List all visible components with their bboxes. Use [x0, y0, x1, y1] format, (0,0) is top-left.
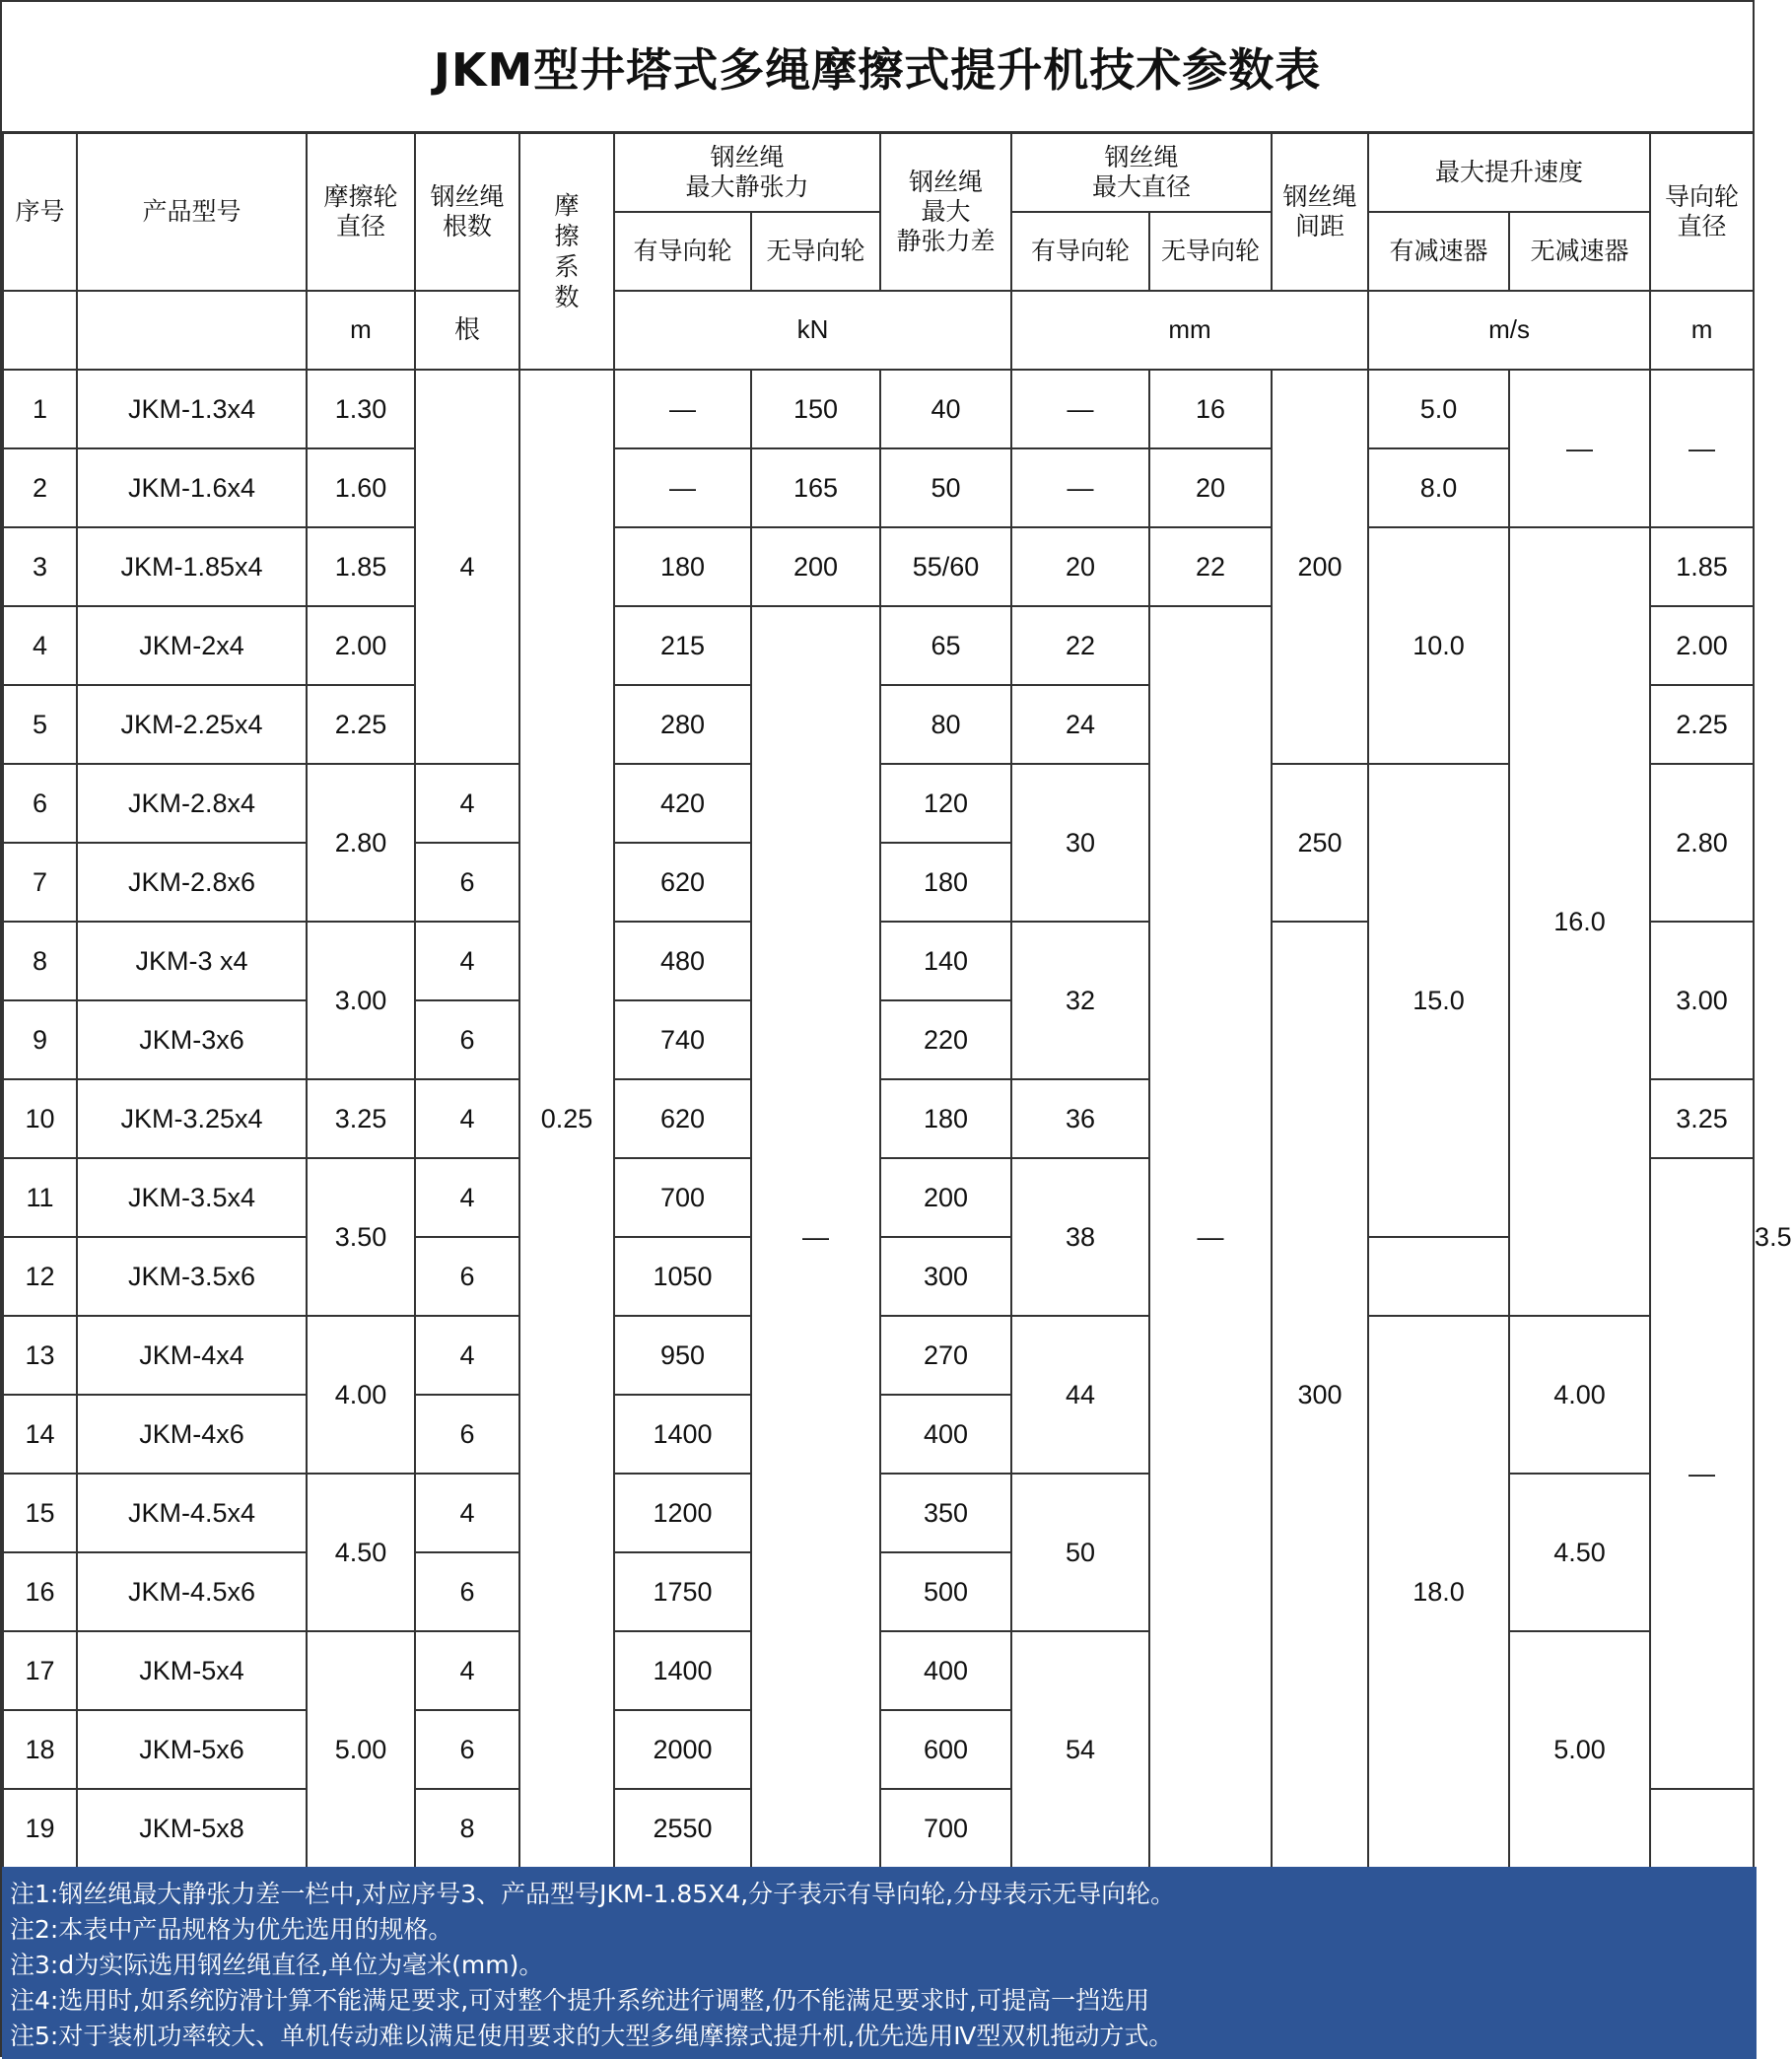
cell-model: JKM-2.8x6: [77, 843, 307, 922]
units-row: [3, 291, 1754, 370]
cell-tension-with-guide: 280: [614, 685, 751, 764]
cell-model: JKM-5x6: [77, 1710, 307, 1789]
cell-tension-with-guide: 420: [614, 764, 751, 843]
cell-model: JKM-3x6: [77, 1000, 307, 1079]
cell-seq: 5: [3, 685, 77, 764]
table-row: [3, 527, 1754, 606]
cell-model: JKM-3.5x4: [77, 1158, 307, 1237]
header-rope-spacing: 钢丝绳 间距: [1272, 133, 1368, 291]
cell-tension-with-guide: 700: [614, 1158, 751, 1237]
cell-wheel-dia: 3.25: [307, 1079, 415, 1158]
header-dia-with-guide: 有导向轮: [1011, 212, 1149, 291]
cell-tension-with-guide: —: [614, 370, 751, 448]
note-line: 注5:对于装机功率较大、单机传动难以满足使用要求的大型多绳摩擦式提升机,优先选用Ⅳ型双机拖动方式。: [10, 2022, 1174, 2050]
cell-model: JKM-5x4: [77, 1631, 307, 1710]
cell-speed-with-reducer: 5.0: [1368, 370, 1509, 448]
cell-model: JKM-2x4: [77, 606, 307, 685]
cell-seq: 3: [3, 527, 77, 606]
friction-char: 擦: [554, 221, 580, 250]
cell-tension-with-guide: 215: [614, 606, 751, 685]
cell-tension-diff: 200: [880, 1158, 1011, 1237]
cell-tension-without-guide: 150: [751, 370, 880, 448]
cell-tension-with-guide: 1400: [614, 1631, 751, 1710]
cell-seq: 7: [3, 843, 77, 922]
cell-tension-diff: 220: [880, 1000, 1011, 1079]
cell-tension-diff: 400: [880, 1395, 1011, 1474]
cell-model: JKM-4x6: [77, 1395, 307, 1474]
cell-seq: 9: [3, 1000, 77, 1079]
cell-tension-with-guide: 620: [614, 1079, 751, 1158]
header-dia-without-guide: 无导向轮: [1149, 212, 1272, 291]
cell-dia-without-guide-dash: —: [1149, 606, 1272, 1868]
cell-model: JKM-2.25x4: [77, 685, 307, 764]
unit-seq-empty: [3, 291, 77, 370]
cell-speed-10: 10.0: [1368, 527, 1509, 764]
cell-tension-with-guide: 1050: [614, 1237, 751, 1316]
cell-friction-coefficient: 0.25: [519, 370, 614, 1868]
cell-seq: 14: [3, 1395, 77, 1474]
header-model: 产品型号: [77, 133, 307, 291]
header-friction-coefficient: [519, 133, 614, 370]
spec-table: [2, 132, 1792, 1869]
cell-tension-with-guide: 1750: [614, 1552, 751, 1631]
cell-wheel-dia: 2.25: [307, 685, 415, 764]
cell-wheel-dia: 4.00: [307, 1316, 415, 1474]
cell-speed-with-reducer-dash: —: [1650, 1158, 1754, 1789]
cell-model: JKM-4x4: [77, 1316, 307, 1395]
cell-rope-count: 6: [415, 1000, 519, 1079]
cell-guide-dia-dash: —: [1650, 370, 1754, 527]
cell-tension-diff: 270: [880, 1316, 1011, 1395]
cell-seq: 2: [3, 448, 77, 527]
cell-wheel-dia: 3.50: [307, 1158, 415, 1316]
table-row: 11 JKM-3.5x4 3.50 4 700 200 38 — 3.5: [3, 1158, 1754, 1237]
cell-rope-count: 4: [415, 1158, 519, 1237]
cell-model: JKM-2.8x4: [77, 764, 307, 843]
cell-wheel-dia: 1.60: [307, 448, 415, 527]
cell-tension-diff: 700: [880, 1789, 1011, 1868]
cell-seq: 12: [3, 1237, 77, 1316]
cell-tension-diff: 300: [880, 1237, 1011, 1316]
cell-tension-diff: 50: [880, 448, 1011, 527]
cell-tension-with-guide: 950: [614, 1316, 751, 1395]
cell-dia-without-guide: 20: [1149, 448, 1272, 527]
note-line: 注1:钢丝绳最大静张力差一栏中,对应序号3、产品型号JKM-1.85X4,分子表示有导向轮,分母表示无导向轮。: [10, 1880, 1176, 1908]
cell-wheel-dia: 2.00: [307, 606, 415, 685]
cell-tension-with-guide: 180: [614, 527, 751, 606]
cell-seq: 13: [3, 1316, 77, 1395]
header-speed-without-reducer: 无减速器: [1509, 212, 1650, 291]
unit-wheel-m: m: [307, 291, 415, 370]
cell-seq: 16: [3, 1552, 77, 1631]
cell-seq: 15: [3, 1474, 77, 1552]
cell-rope-count: 8: [415, 1789, 519, 1868]
cell-tension-diff: 400: [880, 1631, 1011, 1710]
cell-tension-diff: 120: [880, 764, 1011, 843]
cell-model: JKM-3 x4: [77, 922, 307, 1000]
header-row-1: [3, 133, 1754, 212]
cell-rope-count: 4: [415, 1316, 519, 1395]
cell-speed-16: 16.0: [1509, 527, 1650, 1316]
cell-model: JKM-3.5x6: [77, 1237, 307, 1316]
cell-dia-without-guide: 22: [1149, 527, 1272, 606]
cell-dia-with-guide: 38: [1011, 1158, 1149, 1316]
cell-tension-diff: 600: [880, 1710, 1011, 1789]
cell-wheel-dia: 5.00: [307, 1631, 415, 1868]
cell-seq: 11: [3, 1158, 77, 1237]
cell-dia-with-guide: 22: [1011, 606, 1149, 685]
cell-wheel-dia: 1.85: [307, 527, 415, 606]
cell-tension-with-guide: 620: [614, 843, 751, 922]
cell-rope-count: 4: [415, 922, 519, 1000]
cell-rope-count: 4: [415, 1079, 519, 1158]
cell-rope-count: 6: [415, 1710, 519, 1789]
cell-rope-count: 4: [415, 1474, 519, 1552]
table-row: [3, 448, 1754, 527]
cell-spacing-250: 250: [1272, 764, 1368, 922]
cell-model: JKM-4.5x6: [77, 1552, 307, 1631]
cell-dia-with-guide: —: [1011, 448, 1149, 527]
notes-panel: [2, 1867, 1757, 2059]
unit-model-empty: [77, 291, 307, 370]
cell-rope-count: 6: [415, 1237, 519, 1316]
cell-seq: 1: [3, 370, 77, 448]
cell-dia-with-guide: 30: [1011, 764, 1149, 922]
header-speed-with-reducer: 有减速器: [1368, 212, 1509, 291]
cell-tension-with-guide: 1200: [614, 1474, 751, 1552]
cell-rope-count: 6: [415, 1395, 519, 1474]
cell-tension-without-guide: 165: [751, 448, 880, 527]
cell-seq: 8: [3, 922, 77, 1000]
cell-seq: 18: [3, 1710, 77, 1789]
header-seq: 序号: [3, 133, 77, 291]
table-row: [3, 370, 1754, 448]
cell-speed-15: 15.0: [1368, 764, 1509, 1237]
cell-guide-dia: 2.80: [1650, 764, 1754, 922]
cell-dia-with-guide: 32: [1011, 922, 1149, 1079]
header-wheel-diameter: 摩擦轮 直径: [307, 133, 415, 291]
cell-tension-diff: 80: [880, 685, 1011, 764]
cell-tension-diff: 180: [880, 843, 1011, 922]
cell-model: JKM-3.25x4: [77, 1079, 307, 1158]
cell-wheel-dia: 1.30: [307, 370, 415, 448]
unit-kn: kN: [614, 291, 1011, 370]
cell-wheel-dia: 3.00: [307, 922, 415, 1079]
cell-tension-diff: 350: [880, 1474, 1011, 1552]
unit-guide-m: m: [1650, 291, 1754, 370]
cell-tension-diff: 55/60: [880, 527, 1011, 606]
note-line: 注4:选用时,如系统防滑计算不能满足要求,可对整个提升系统进行调整,仍不能满足要求时,可提高一挡选用: [10, 1986, 1150, 2015]
document-title: JKM型井塔式多绳摩擦式提升机技术参数表: [2, 2, 1753, 133]
cell-tension-with-guide: 2550: [614, 1789, 751, 1868]
cell-dia-with-guide: 50: [1011, 1474, 1149, 1631]
cell-speed-18: 18.0: [1368, 1316, 1509, 1868]
cell-rope-count: 4: [415, 764, 519, 843]
note-line: 注2:本表中产品规格为优先选用的规格。: [10, 1915, 453, 1944]
cell-rope-count-merged: 4: [415, 370, 519, 764]
cell-tension-diff: 140: [880, 922, 1011, 1000]
cell-wheel-dia: 2.80: [307, 764, 415, 922]
cell-dia-with-guide: 20: [1011, 527, 1149, 606]
cell-model: JKM-5x8: [77, 1789, 307, 1868]
cell-rope-count: 6: [415, 843, 519, 922]
cell-tension-with-guide: 1400: [614, 1395, 751, 1474]
cell-tension-with-guide: 740: [614, 1000, 751, 1079]
cell-speed-without-reducer-dash: —: [1509, 370, 1650, 527]
cell-guide-dia: 4.00: [1509, 1316, 1650, 1474]
header-rope-count: 钢丝绳 根数: [415, 133, 519, 291]
cell-model: JKM-1.85x4: [77, 527, 307, 606]
unit-mm: mm: [1011, 291, 1368, 370]
header-max-static-tension-diff: 钢丝绳 最大 静张力差: [880, 133, 1011, 291]
cell-guide-dia: 3.00: [1650, 922, 1754, 1079]
cell-dia-with-guide: 24: [1011, 685, 1149, 764]
cell-tension-diff: 40: [880, 370, 1011, 448]
cell-guide-dia: 5.00: [1509, 1631, 1650, 1868]
cell-guide-dia: 4.50: [1509, 1474, 1650, 1631]
header-max-rope-diameter: 钢丝绳 最大直径: [1011, 133, 1272, 212]
cell-rope-count: 6: [415, 1552, 519, 1631]
cell-tension-without-guide: 200: [751, 527, 880, 606]
friction-char: 系: [554, 252, 580, 281]
cell-guide-dia: 2.25: [1650, 685, 1754, 764]
cell-dia-with-guide: —: [1011, 370, 1149, 448]
cell-model: JKM-1.3x4: [77, 370, 307, 448]
cell-wheel-dia: 4.50: [307, 1474, 415, 1631]
cell-tension-diff: 180: [880, 1079, 1011, 1158]
header-tension-without-guide: 无导向轮: [751, 212, 880, 291]
cell-seq: 10: [3, 1079, 77, 1158]
cell-guide-dia: 1.85: [1650, 527, 1754, 606]
cell-seq: 17: [3, 1631, 77, 1710]
cell-seq: 6: [3, 764, 77, 843]
cell-tension-diff: 500: [880, 1552, 1011, 1631]
cell-tension-without-guide-dash: —: [751, 606, 880, 1868]
cell-tension-with-guide: 480: [614, 922, 751, 1000]
cell-spacing-300: 300: [1272, 922, 1368, 1868]
cell-rope-count: 4: [415, 1631, 519, 1710]
cell-tension-with-guide: —: [614, 448, 751, 527]
header-max-static-tension: 钢丝绳 最大静张力: [614, 133, 880, 212]
unit-rope-gen: 根: [415, 291, 519, 370]
unit-ms: m/s: [1368, 291, 1650, 370]
friction-char: 数: [554, 283, 580, 312]
cell-dia-with-guide: 54: [1011, 1631, 1149, 1868]
cell-tension-with-guide: 2000: [614, 1710, 751, 1789]
note-line: 注3:d为实际选用钢丝绳直径,单位为毫米(mm)。: [10, 1951, 544, 1979]
cell-dia-with-guide: 44: [1011, 1316, 1149, 1474]
header-max-hoist-speed: 最大提升速度: [1368, 133, 1650, 212]
header-guide-wheel-diameter: 导向轮 直径: [1650, 133, 1754, 291]
cell-spacing-200: 200: [1272, 370, 1368, 764]
cell-dia-with-guide: 36: [1011, 1079, 1149, 1158]
cell-model: JKM-1.6x4: [77, 448, 307, 527]
cell-tension-diff: 65: [880, 606, 1011, 685]
cell-speed-with-reducer: 8.0: [1368, 448, 1509, 527]
cell-dia-without-guide: 16: [1149, 370, 1272, 448]
header-tension-with-guide: 有导向轮: [614, 212, 751, 291]
cell-guide-dia: 3.25: [1650, 1079, 1754, 1158]
cell-seq: 19: [3, 1789, 77, 1868]
friction-char: 摩: [554, 190, 580, 220]
cell-seq: 4: [3, 606, 77, 685]
cell-guide-dia: 2.00: [1650, 606, 1754, 685]
cell-model: JKM-4.5x4: [77, 1474, 307, 1552]
